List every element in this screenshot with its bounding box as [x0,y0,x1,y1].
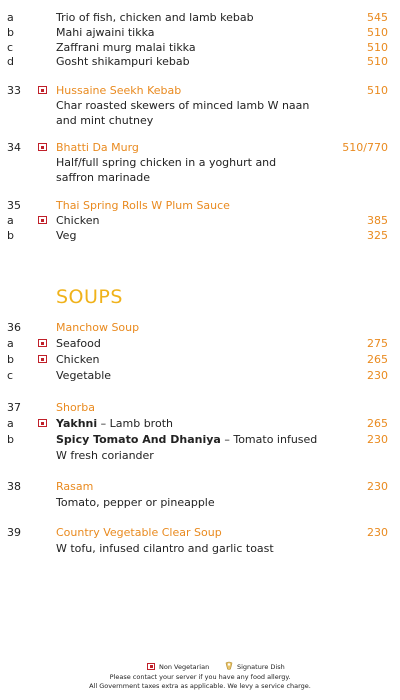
item-code: c [7,369,14,382]
item-code: c [7,41,14,54]
non-veg-indicator-icon [147,663,155,670]
item-name: Chicken [56,214,100,227]
non-veg-indicator-icon [38,355,47,363]
item-detail: – Tomato infused [220,433,318,446]
item-name: Veg [56,229,77,242]
description-line: Half/full spring chicken in a yoghurt and [56,156,277,169]
item-price: 230 [367,369,388,382]
item-price: 230 [367,526,388,539]
item-code: b [7,353,14,366]
item-code: a [7,214,14,227]
non-veg-indicator-icon [38,419,47,427]
item-name: Vegetable [56,369,112,382]
item-price: 510 [367,84,388,97]
item-code: 33 [7,84,21,97]
description-line: saffron marinade [56,171,151,184]
item-name: Yakhni [56,417,98,430]
item-name: Rasam [56,480,94,493]
non-veg-indicator-icon [38,86,47,94]
description-line: and mint chutney [56,114,154,127]
section-title: SOUPS [56,286,123,308]
item-code: d [7,55,14,68]
item-code: a [7,11,14,24]
item-name: Zaffrani murg malai tikka [56,41,196,54]
description-line: W tofu, infused cilantro and garlic toast [56,542,274,555]
item-name: Bhatti Da Murg [56,141,139,154]
item-code: 39 [7,526,21,539]
item-price: 230 [367,480,388,493]
item-code: b [7,229,14,242]
non-veg-indicator-icon [38,339,47,347]
item-price: 510 [367,26,388,39]
item-name: Spicy Tomato And Dhaniya [56,433,221,446]
non-veg-indicator-icon [38,143,47,151]
description-line: Char roasted skewers of minced lamb W naan [56,99,310,112]
item-code: 35 [7,199,21,212]
item-price: 510/770 [342,141,388,154]
allergy-note: Please contact your server if you have any food allergy. [109,673,291,681]
item-code: b [7,433,14,446]
item-code: b [7,26,14,39]
description-line: W fresh coriander [56,449,154,462]
item-name: Manchow Soup [56,321,140,334]
item-code: 34 [7,141,21,154]
item-name: Gosht shikampuri kebab [56,55,190,68]
item-code: 38 [7,480,21,493]
item-price: 385 [367,214,388,227]
item-name: Thai Spring Rolls W Plum Sauce [56,199,230,212]
signature-dish-icon [224,661,234,671]
item-price: 510 [367,41,388,54]
item-detail: – Lamb broth [97,417,173,430]
item-name: Mahi ajwaini tikka [56,26,155,39]
item-name: Hussaine Seekh Kebab [56,84,182,97]
non-veg-indicator-icon [38,216,47,224]
item-name: Seafood [56,337,101,350]
item-price: 545 [367,11,388,24]
item-name: Country Vegetable Clear Soup [56,526,222,539]
item-price: 230 [367,433,388,446]
item-price: 265 [367,417,388,430]
item-price: 275 [367,337,388,350]
tax-note: All Government taxes extra as applicable. We levy a service charge. [89,682,311,690]
item-code: a [7,417,14,430]
legend-signature-label: Signature Dish [237,663,285,671]
item-code: 36 [7,321,21,334]
item-code: 37 [7,401,21,414]
item-name: Shorba [56,401,95,414]
legend-nonveg-label: Non Vegetarian [159,663,210,671]
item-name: Trio of fish, chicken and lamb kebab [56,11,254,24]
item-price: 510 [367,55,388,68]
item-price: 265 [367,353,388,366]
item-name: Chicken [56,353,100,366]
item-price: 325 [367,229,388,242]
item-code: a [7,337,14,350]
description-line: Tomato, pepper or pineapple [56,496,215,509]
